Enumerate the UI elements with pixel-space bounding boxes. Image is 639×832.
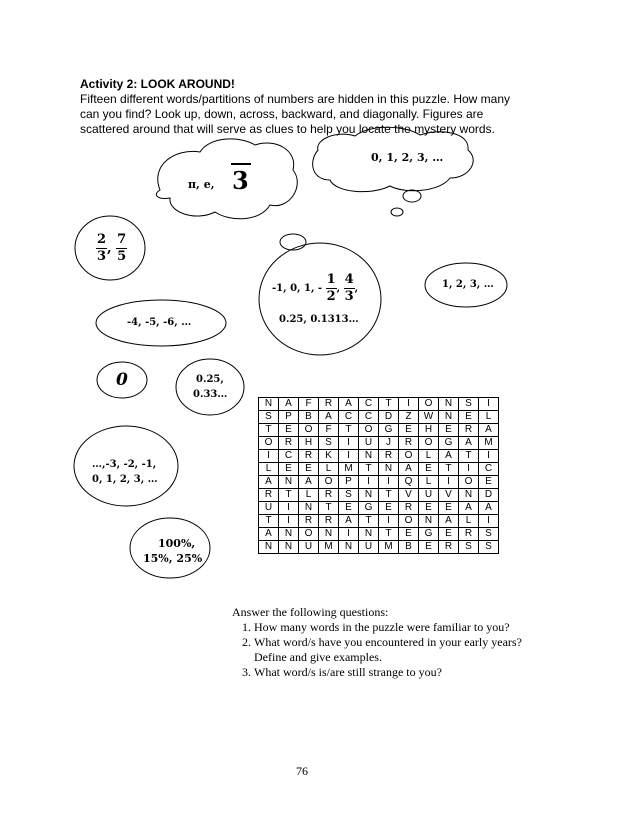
- grid-cell[interactable]: L: [459, 515, 479, 528]
- fraction-b-denominator: 5: [117, 249, 127, 264]
- grid-row: [259, 437, 499, 450]
- grid-cell[interactable]: O: [419, 437, 439, 450]
- grid-cell[interactable]: I: [439, 476, 459, 489]
- clue-decimals-line1: 0.25,: [196, 374, 224, 385]
- grid-cell[interactable]: A: [479, 424, 499, 437]
- grid-cell[interactable]: N: [459, 489, 479, 502]
- grid-cell[interactable]: B: [399, 541, 419, 554]
- grid-row: [259, 463, 499, 476]
- fraction-b-numerator: 7: [117, 232, 127, 247]
- grid-cell[interactable]: M: [319, 541, 339, 554]
- grid-cell[interactable]: I: [399, 398, 419, 411]
- grid-cell[interactable]: R: [319, 489, 339, 502]
- grid-cell[interactable]: U: [359, 437, 379, 450]
- grid-cell[interactable]: A: [439, 450, 459, 463]
- clue-integers-line2: 0, 1, 2, 3, …: [92, 474, 158, 485]
- grid-cell[interactable]: R: [319, 515, 339, 528]
- grid-cell[interactable]: P: [339, 476, 359, 489]
- grid-cell[interactable]: E: [439, 424, 459, 437]
- grid-cell[interactable]: J: [379, 437, 399, 450]
- fraction-a-numerator: 2: [97, 232, 107, 247]
- question-item: 3. What word/s is/are still strange to you?: [254, 665, 522, 680]
- grid-cell[interactable]: I: [259, 450, 279, 463]
- grid-row: [259, 450, 499, 463]
- grid-cell[interactable]: E: [419, 541, 439, 554]
- grid-cell[interactable]: N: [279, 528, 299, 541]
- grid-cell[interactable]: W: [419, 411, 439, 424]
- grid-cell[interactable]: N: [319, 528, 339, 541]
- grid-cell[interactable]: H: [299, 437, 319, 450]
- grid-cell[interactable]: T: [259, 515, 279, 528]
- grid-cell[interactable]: T: [379, 398, 399, 411]
- grid-cell[interactable]: A: [259, 528, 279, 541]
- grid-cell[interactable]: N: [259, 541, 279, 554]
- mixed-f2-numerator: 4: [344, 272, 354, 287]
- grid-cell[interactable]: N: [259, 398, 279, 411]
- grid-cell[interactable]: A: [319, 411, 339, 424]
- grid-cell[interactable]: G: [419, 528, 439, 541]
- grid-cell[interactable]: M: [379, 541, 399, 554]
- thought-bubble-2: [391, 208, 403, 216]
- grid-row: [259, 489, 499, 502]
- grid-cell[interactable]: I: [479, 515, 499, 528]
- circle-decimals: [176, 359, 244, 415]
- grid-cell[interactable]: E: [279, 424, 299, 437]
- grid-cell[interactable]: A: [299, 476, 319, 489]
- grid-cell[interactable]: R: [399, 502, 419, 515]
- grid-row: [259, 528, 499, 541]
- grid-cell[interactable]: R: [259, 489, 279, 502]
- grid-cell[interactable]: S: [479, 528, 499, 541]
- grid-cell[interactable]: T: [459, 450, 479, 463]
- mixed-prefix: -1, 0, 1, -: [272, 283, 323, 294]
- grid-cell[interactable]: E: [419, 463, 439, 476]
- grid-cell[interactable]: C: [279, 450, 299, 463]
- grid-cell[interactable]: I: [479, 450, 499, 463]
- grid-cell[interactable]: R: [379, 450, 399, 463]
- grid-cell[interactable]: O: [299, 528, 319, 541]
- grid-cell[interactable]: O: [419, 398, 439, 411]
- clue-irrational-bar: 3: [232, 166, 249, 195]
- clue-percent-line1: 100%,: [158, 537, 196, 550]
- grid-cell[interactable]: I: [479, 398, 499, 411]
- grid-cell[interactable]: U: [299, 541, 319, 554]
- grid-cell[interactable]: N: [279, 476, 299, 489]
- grid-cell[interactable]: T: [439, 463, 459, 476]
- clue-mixed-line2: 0.25, 0.1313…: [279, 314, 359, 325]
- mixed-separator: ,: [336, 283, 341, 294]
- word-search-grid: [258, 397, 499, 554]
- grid-cell[interactable]: O: [359, 424, 379, 437]
- grid-cell[interactable]: R: [319, 398, 339, 411]
- grid-cell[interactable]: E: [399, 528, 419, 541]
- grid-cell[interactable]: I: [339, 437, 359, 450]
- grid-cell[interactable]: C: [359, 398, 379, 411]
- grid-cell[interactable]: O: [459, 476, 479, 489]
- grid-cell[interactable]: L: [259, 463, 279, 476]
- grid-cell[interactable]: U: [419, 489, 439, 502]
- grid-row: [259, 541, 499, 554]
- grid-cell[interactable]: N: [279, 541, 299, 554]
- grid-cell[interactable]: T: [339, 424, 359, 437]
- grid-cell[interactable]: E: [479, 476, 499, 489]
- clue-zero: 0: [116, 370, 128, 390]
- grid-cell[interactable]: K: [319, 450, 339, 463]
- question-item: 2. What word/s have you encountered in your early years? Define and give examples.: [254, 635, 522, 665]
- grid-cell[interactable]: L: [479, 411, 499, 424]
- activity-title: Activity 2: LOOK AROUND!: [80, 77, 235, 91]
- grid-cell[interactable]: T: [279, 489, 299, 502]
- grid-cell[interactable]: R: [299, 450, 319, 463]
- grid-cell[interactable]: G: [379, 424, 399, 437]
- grid-cell[interactable]: G: [359, 502, 379, 515]
- grid-cell[interactable]: L: [419, 450, 439, 463]
- mixed-suffix: ,: [354, 283, 359, 294]
- grid-cell[interactable]: C: [339, 411, 359, 424]
- grid-cell[interactable]: M: [479, 437, 499, 450]
- grid-cell[interactable]: N: [379, 463, 399, 476]
- questions-section: [232, 605, 522, 680]
- grid-cell[interactable]: I: [279, 515, 299, 528]
- grid-cell[interactable]: T: [259, 424, 279, 437]
- clue-mixed-line1: [272, 272, 358, 305]
- question-item: 1. How many words in the puzzle were familiar to you?: [254, 620, 522, 635]
- grid-cell[interactable]: S: [459, 398, 479, 411]
- grid-cell[interactable]: F: [319, 424, 339, 437]
- grid-cell[interactable]: S: [259, 411, 279, 424]
- grid-cell[interactable]: P: [279, 411, 299, 424]
- grid-cell[interactable]: N: [359, 489, 379, 502]
- grid-cell[interactable]: U: [259, 502, 279, 515]
- questions-heading: Answer the following questions:: [232, 605, 389, 619]
- grid-cell[interactable]: G: [439, 437, 459, 450]
- fraction-a-denominator: 3: [97, 249, 107, 264]
- grid-cell[interactable]: T: [359, 463, 379, 476]
- grid-cell[interactable]: R: [299, 515, 319, 528]
- clue-natural-numbers: 1, 2, 3, …: [442, 279, 494, 290]
- grid-cell[interactable]: N: [419, 515, 439, 528]
- thought-bubble-1: [403, 190, 421, 202]
- grid-cell[interactable]: A: [459, 502, 479, 515]
- grid-cell[interactable]: E: [339, 502, 359, 515]
- grid-cell[interactable]: Q: [399, 476, 419, 489]
- grid-cell[interactable]: C: [359, 411, 379, 424]
- clue-negatives: -4, -5, -6, …: [127, 317, 192, 328]
- grid-row: [259, 476, 499, 489]
- grid-cell[interactable]: N: [439, 398, 459, 411]
- clue-percent-line2: 15%, 25%: [143, 552, 203, 565]
- grid-cell[interactable]: B: [299, 411, 319, 424]
- grid-cell[interactable]: A: [459, 437, 479, 450]
- grid-row: [259, 424, 499, 437]
- grid-cell[interactable]: I: [459, 463, 479, 476]
- grid-cell[interactable]: I: [379, 476, 399, 489]
- grid-cell[interactable]: A: [279, 398, 299, 411]
- grid-cell[interactable]: H: [419, 424, 439, 437]
- grid-cell[interactable]: E: [379, 502, 399, 515]
- grid-row: [259, 502, 499, 515]
- grid-cell[interactable]: A: [399, 463, 419, 476]
- grid-cell[interactable]: I: [339, 450, 359, 463]
- grid-cell[interactable]: N: [359, 450, 379, 463]
- grid-cell[interactable]: O: [259, 437, 279, 450]
- grid-cell[interactable]: S: [319, 437, 339, 450]
- grid-cell[interactable]: I: [359, 476, 379, 489]
- grid-cell[interactable]: R: [279, 437, 299, 450]
- mixed-f2-denominator: 3: [344, 289, 354, 304]
- grid-cell[interactable]: E: [299, 463, 319, 476]
- activity-instructions: Fifteen different words/partitions of numbers are hidden in this puzzle. How many can you find? Look up, down, across, backward, and diagonally. Figures are scattered around that will serve as clues to help you locate the mystery words.: [80, 92, 510, 136]
- grid-cell[interactable]: U: [359, 541, 379, 554]
- grid-cell[interactable]: C: [479, 463, 499, 476]
- grid-cell[interactable]: N: [359, 528, 379, 541]
- grid-cell[interactable]: S: [339, 489, 359, 502]
- grid-cell[interactable]: D: [379, 411, 399, 424]
- mixed-f1-numerator: 1: [326, 272, 336, 287]
- clue-irrational-text: π, e,: [188, 178, 215, 191]
- grid-cell[interactable]: A: [479, 502, 499, 515]
- clue-decimals-line2: 0.33…: [193, 389, 228, 400]
- grid-cell[interactable]: O: [299, 424, 319, 437]
- grid-cell[interactable]: L: [419, 476, 439, 489]
- grid-cell[interactable]: V: [439, 489, 459, 502]
- grid-cell[interactable]: T: [379, 489, 399, 502]
- grid-cell[interactable]: I: [379, 515, 399, 528]
- page-number: 76: [296, 764, 308, 778]
- grid-row: [259, 515, 499, 528]
- grid-cell[interactable]: A: [439, 515, 459, 528]
- grid-cell[interactable]: L: [299, 489, 319, 502]
- grid-cell[interactable]: E: [439, 528, 459, 541]
- grid-cell[interactable]: A: [339, 515, 359, 528]
- grid-row: [259, 398, 499, 411]
- grid-cell[interactable]: O: [399, 450, 419, 463]
- grid-cell[interactable]: A: [339, 398, 359, 411]
- grid-cell[interactable]: Z: [399, 411, 419, 424]
- grid-cell[interactable]: I: [279, 502, 299, 515]
- grid-cell[interactable]: I: [339, 528, 359, 541]
- clue-whole-numbers: 0, 1, 2, 3, …: [371, 151, 444, 164]
- grid-cell[interactable]: N: [299, 502, 319, 515]
- mixed-f1-denominator: 2: [326, 289, 336, 304]
- grid-cell[interactable]: O: [319, 476, 339, 489]
- grid-cell[interactable]: O: [399, 515, 419, 528]
- questions-list: [232, 620, 522, 680]
- grid-cell[interactable]: R: [439, 541, 459, 554]
- grid-cell[interactable]: A: [259, 476, 279, 489]
- grid-cell[interactable]: R: [399, 437, 419, 450]
- grid-cell[interactable]: V: [399, 489, 419, 502]
- grid-cell[interactable]: S: [459, 541, 479, 554]
- grid-cell[interactable]: E: [459, 411, 479, 424]
- grid-cell[interactable]: S: [479, 541, 499, 554]
- grid-cell[interactable]: R: [459, 424, 479, 437]
- grid-cell[interactable]: D: [479, 489, 499, 502]
- grid-cell[interactable]: L: [319, 463, 339, 476]
- grid-cell[interactable]: T: [379, 528, 399, 541]
- cloud-irrational: [156, 139, 297, 219]
- grid-cell[interactable]: R: [459, 528, 479, 541]
- grid-cell[interactable]: N: [339, 541, 359, 554]
- grid-cell[interactable]: F: [299, 398, 319, 411]
- grid-cell[interactable]: E: [439, 502, 459, 515]
- grid-row: [259, 411, 499, 424]
- grid-cell[interactable]: M: [339, 463, 359, 476]
- fraction-separator: ,: [107, 241, 112, 256]
- grid-cell[interactable]: T: [319, 502, 339, 515]
- grid-cell[interactable]: N: [439, 411, 459, 424]
- thought-bubble-3: [280, 234, 306, 250]
- clue-integers-line1: …,-3, -2, -1,: [92, 459, 157, 470]
- grid-cell[interactable]: E: [279, 463, 299, 476]
- grid-cell[interactable]: E: [419, 502, 439, 515]
- grid-cell[interactable]: E: [399, 424, 419, 437]
- grid-cell[interactable]: T: [359, 515, 379, 528]
- clue-fractions: [96, 232, 127, 265]
